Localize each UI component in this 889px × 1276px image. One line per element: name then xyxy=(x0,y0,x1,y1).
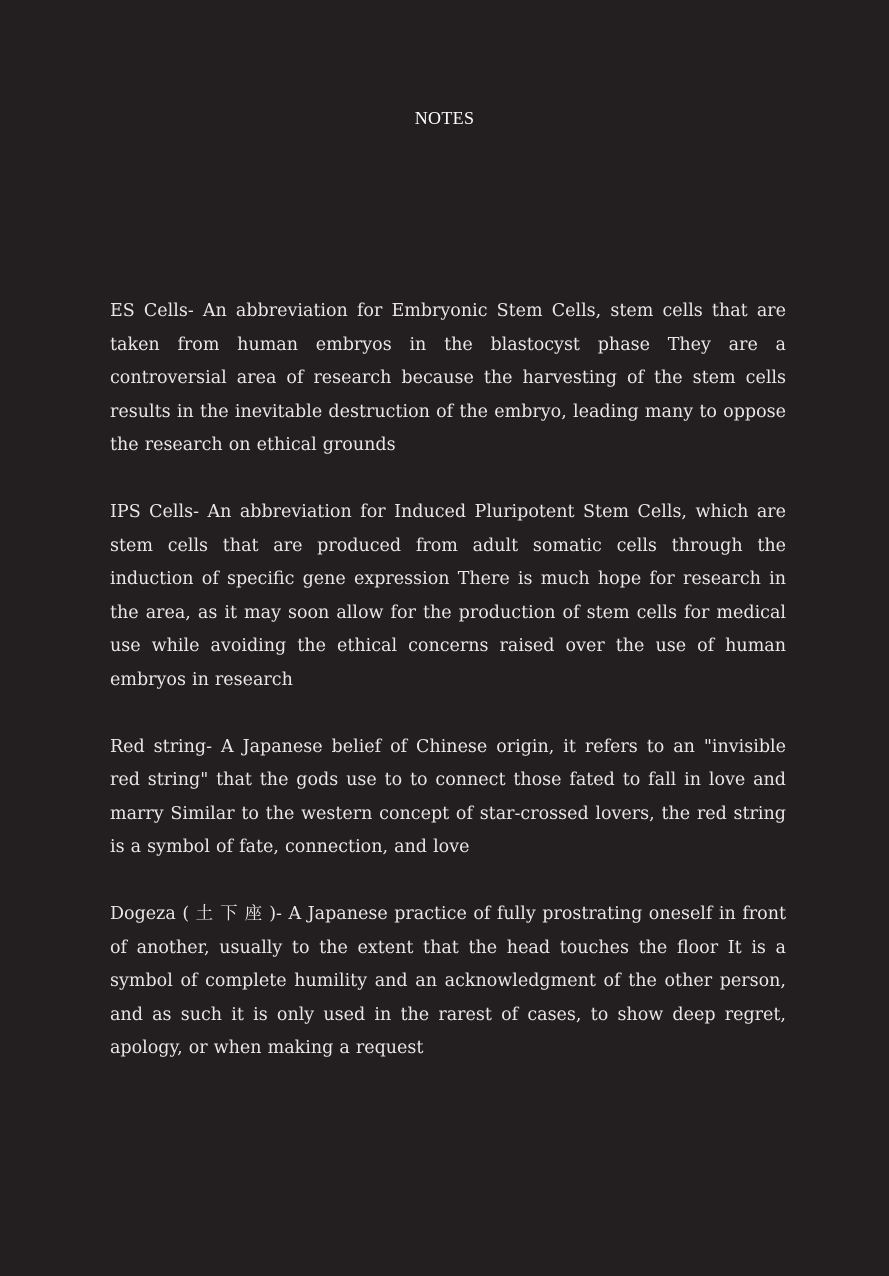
note-ips-cells: IPS Cells- An abbreviation for Induced Pluripotent Stem Cells, which are stem cells that are produced from adult somatic cells through the induction of specific gene expression There is much hope for research in the area, as it may soon allow for the production of stem cells for medical use while avoiding the ethical concerns raised over the use of human embryos in research xyxy=(110,501,786,690)
notes-list xyxy=(110,295,786,1099)
page-title: NOTES xyxy=(414,108,475,128)
note-dogeza: Dogeza ( 土 下 座 )- A Japanese practice of fully prostrating oneself in front of another, usually to the extent that the head touches the floor It is a symbol of complete humility and an acknowledgment of the other person, and as such it is only used in the rarest of cases, to show deep regret, apology, or when making a request xyxy=(110,903,786,1059)
note-red-string: Red string- A Japanese belief of Chinese origin, it refers to an "invisible red string" that the gods use to to connect those fated to fall in love and marry Similar to the western concept of star-crossed lovers, the red string is a symbol of fate, connection, and love xyxy=(110,736,786,858)
note-es-cells: ES Cells- An abbreviation for Embryonic Stem Cells, stem cells that are taken from human embryos in the blastocyst phase They are a controversial area of research because the harvesting of the stem cells results in the inevitable destruction of the embryo, leading many to oppose the research on ethical grounds xyxy=(110,301,786,456)
